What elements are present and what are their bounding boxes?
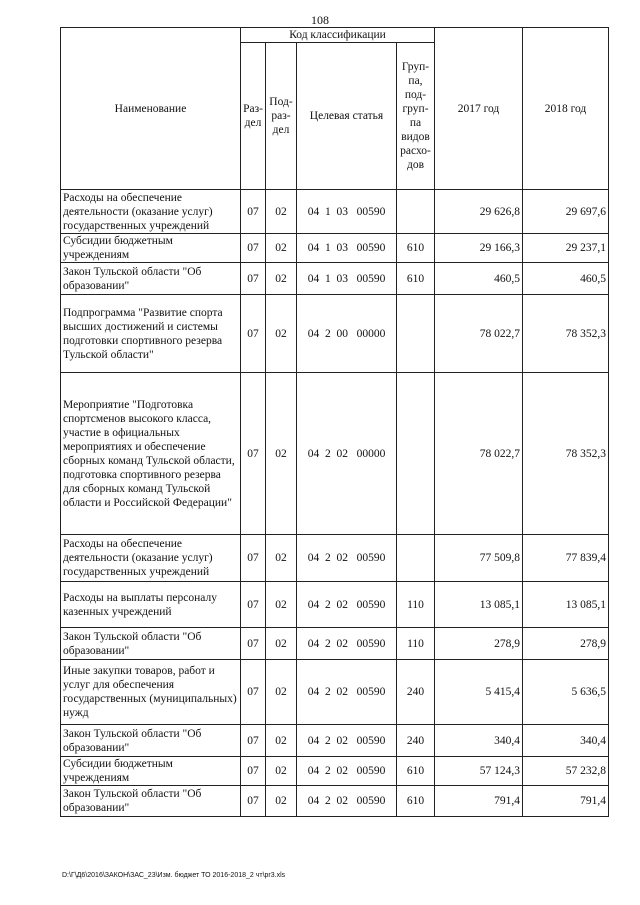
row-value-2018: 340,4 bbox=[523, 725, 609, 757]
column-header-target: Целевая статья bbox=[297, 43, 397, 190]
row-razdel: 07 bbox=[241, 373, 266, 535]
budget-table bbox=[60, 27, 609, 817]
row-podrazdel: 02 bbox=[266, 263, 297, 295]
row-group bbox=[397, 190, 435, 234]
row-podrazdel: 02 bbox=[266, 535, 297, 582]
row-target: 04 2 02 00000 bbox=[297, 373, 397, 535]
row-name: Закон Тульской области "Об образовании" bbox=[61, 786, 241, 817]
row-group: 240 bbox=[397, 660, 435, 725]
row-target: 04 2 02 00590 bbox=[297, 786, 397, 817]
row-name: Закон Тульской области "Об образовании" bbox=[61, 628, 241, 660]
row-target: 04 1 03 00590 bbox=[297, 263, 397, 295]
row-target: 04 2 02 00590 bbox=[297, 582, 397, 628]
row-value-2018: 78 352,3 bbox=[523, 295, 609, 373]
row-podrazdel: 02 bbox=[266, 234, 297, 263]
row-group: 610 bbox=[397, 234, 435, 263]
row-value-2017: 340,4 bbox=[435, 725, 523, 757]
table-row bbox=[61, 295, 609, 373]
row-group bbox=[397, 535, 435, 582]
row-razdel: 07 bbox=[241, 582, 266, 628]
row-name: Мероприятие "Подготовка спортсменов высокого класса, участие в официальных мероприятиях и обеспечение сборных команд Тульской области, подготовка спортивного резерва для сборных команд Тульской области и Российской Федерации" bbox=[61, 373, 241, 535]
row-razdel: 07 bbox=[241, 757, 266, 786]
row-target: 04 2 02 00590 bbox=[297, 535, 397, 582]
row-podrazdel: 02 bbox=[266, 725, 297, 757]
row-value-2017: 278,9 bbox=[435, 628, 523, 660]
row-group: 610 bbox=[397, 263, 435, 295]
row-value-2017: 13 085,1 bbox=[435, 582, 523, 628]
row-razdel: 07 bbox=[241, 295, 266, 373]
table-row bbox=[61, 725, 609, 757]
row-podrazdel: 02 bbox=[266, 295, 297, 373]
row-razdel: 07 bbox=[241, 786, 266, 817]
row-name: Расходы на выплаты персоналу казенных учреждений bbox=[61, 582, 241, 628]
row-value-2017: 29 626,8 bbox=[435, 190, 523, 234]
row-value-2018: 78 352,3 bbox=[523, 373, 609, 535]
row-group: 610 bbox=[397, 786, 435, 817]
row-podrazdel: 02 bbox=[266, 660, 297, 725]
row-razdel: 07 bbox=[241, 535, 266, 582]
row-razdel: 07 bbox=[241, 628, 266, 660]
row-razdel: 07 bbox=[241, 190, 266, 234]
row-razdel: 07 bbox=[241, 660, 266, 725]
row-name: Расходы на обеспечение деятельности (оказание услуг) государственных учреждений bbox=[61, 190, 241, 234]
row-name: Закон Тульской области "Об образовании" bbox=[61, 725, 241, 757]
column-header-2017: 2017 год bbox=[435, 28, 523, 190]
row-razdel: 07 bbox=[241, 725, 266, 757]
row-value-2017: 77 509,8 bbox=[435, 535, 523, 582]
column-header-group: Груп- па, под- груп- па видов расхо- дов bbox=[397, 43, 435, 190]
row-value-2017: 57 124,3 bbox=[435, 757, 523, 786]
row-razdel: 07 bbox=[241, 263, 266, 295]
row-target: 04 2 02 00590 bbox=[297, 725, 397, 757]
row-podrazdel: 02 bbox=[266, 757, 297, 786]
column-header-code: Код классификации bbox=[241, 28, 435, 43]
row-name: Расходы на обеспечение деятельности (оказание услуг) государственных учреждений bbox=[61, 535, 241, 582]
page-number: 108 bbox=[311, 13, 329, 27]
row-target: 04 1 03 00590 bbox=[297, 190, 397, 234]
column-header-name: Наименование bbox=[61, 28, 241, 190]
row-value-2018: 460,5 bbox=[523, 263, 609, 295]
row-value-2017: 29 166,3 bbox=[435, 234, 523, 263]
table-row bbox=[61, 373, 609, 535]
row-value-2017: 791,4 bbox=[435, 786, 523, 817]
row-group: 240 bbox=[397, 725, 435, 757]
row-value-2018: 791,4 bbox=[523, 786, 609, 817]
row-podrazdel: 02 bbox=[266, 628, 297, 660]
header-row bbox=[61, 28, 609, 43]
row-value-2017: 460,5 bbox=[435, 263, 523, 295]
row-name: Подпрограмма "Развитие спорта высших достижений и системы подготовки спортивного резерва Тульской области" bbox=[61, 295, 241, 373]
row-group: 110 bbox=[397, 582, 435, 628]
row-target: 04 2 02 00590 bbox=[297, 628, 397, 660]
row-target: 04 2 02 00590 bbox=[297, 757, 397, 786]
table-row bbox=[61, 190, 609, 234]
row-group: 110 bbox=[397, 628, 435, 660]
table-row bbox=[61, 757, 609, 786]
file-path-footer: D:\Г\Д6\2016\ЗАКОН\ЗАС_23\Изм. бюджет ТО 2016-2018_2 чт\pr3.xls bbox=[62, 872, 286, 879]
table-row bbox=[61, 535, 609, 582]
row-value-2017: 78 022,7 bbox=[435, 373, 523, 535]
row-name: Субсидии бюджетным учреждениям bbox=[61, 757, 241, 786]
column-header-podrazdel: Под- раз- дел bbox=[266, 43, 297, 190]
row-razdel: 07 bbox=[241, 234, 266, 263]
row-value-2018: 278,9 bbox=[523, 628, 609, 660]
column-header-razdel: Раз- дел bbox=[241, 43, 266, 190]
table-row bbox=[61, 786, 609, 817]
row-name: Субсидии бюджетным учреждениям bbox=[61, 234, 241, 263]
row-name: Закон Тульской области "Об образовании" bbox=[61, 263, 241, 295]
table-row bbox=[61, 660, 609, 725]
row-value-2017: 78 022,7 bbox=[435, 295, 523, 373]
row-value-2018: 77 839,4 bbox=[523, 535, 609, 582]
table-row bbox=[61, 234, 609, 263]
table-row bbox=[61, 628, 609, 660]
row-value-2018: 29 237,1 bbox=[523, 234, 609, 263]
row-value-2018: 5 636,5 bbox=[523, 660, 609, 725]
row-name: Иные закупки товаров, работ и услуг для обеспечения государственных (муниципальных) нужд bbox=[61, 660, 241, 725]
row-podrazdel: 02 bbox=[266, 582, 297, 628]
row-value-2017: 5 415,4 bbox=[435, 660, 523, 725]
row-podrazdel: 02 bbox=[266, 190, 297, 234]
row-podrazdel: 02 bbox=[266, 373, 297, 535]
row-group: 610 bbox=[397, 757, 435, 786]
row-target: 04 2 00 00000 bbox=[297, 295, 397, 373]
row-value-2018: 29 697,6 bbox=[523, 190, 609, 234]
row-target: 04 2 02 00590 bbox=[297, 660, 397, 725]
row-group bbox=[397, 295, 435, 373]
table-row bbox=[61, 582, 609, 628]
row-group bbox=[397, 373, 435, 535]
row-value-2018: 13 085,1 bbox=[523, 582, 609, 628]
row-target: 04 1 03 00590 bbox=[297, 234, 397, 263]
table-row bbox=[61, 263, 609, 295]
column-header-2018: 2018 год bbox=[523, 28, 609, 190]
row-podrazdel: 02 bbox=[266, 786, 297, 817]
row-value-2018: 57 232,8 bbox=[523, 757, 609, 786]
